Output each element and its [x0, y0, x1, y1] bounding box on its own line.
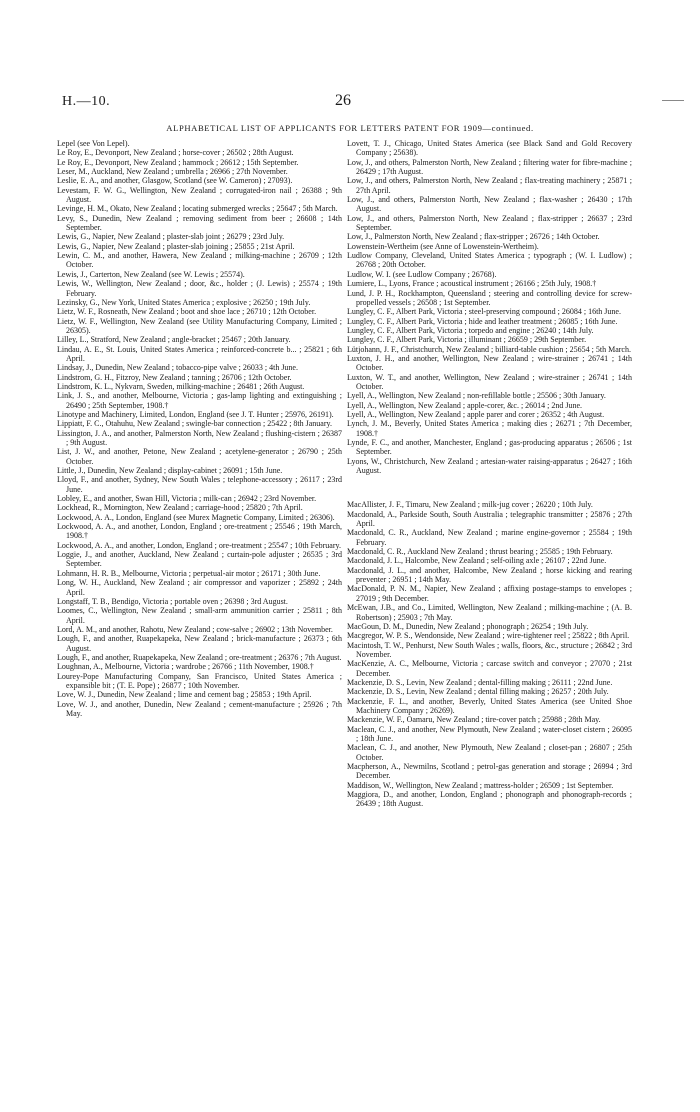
applicant-entry: Little, J., Dunedin, New Zealand ; display-cabinet ; 26091 ; 15th June.	[57, 466, 283, 476]
applicant-entry: Lockhead, R., Mornington, New Zealand ; carriage-hood ; 25820 ; 7th April.	[57, 503, 303, 513]
applicant-entry: Lynde, F. C., and another, Manchester, England ; gas-producing apparatus ; 26506 ; 1st September.	[347, 438, 632, 457]
applicant-entry: Levinge, H. M., Okato, New Zealand ; locating submerged wrecks ; 25647 ; 5th March.	[57, 204, 338, 214]
applicant-entry: Lovett, T. J., Chicago, United States America (see Black Sand and Gold Recovery Company ; 25638).	[347, 139, 632, 158]
applicant-entry: Lindstrom, G. H., Fitzroy, New Zealand ; tanning ; 26706 ; 12th October.	[57, 372, 292, 382]
page-ref: H.—10.	[62, 94, 111, 109]
applicant-entry: Lietz, W. F., Rosneath, New Zealand ; boot and shoe lace ; 26710 ; 12th October.	[57, 307, 317, 317]
applicant-entry: Lobley, E., and another, Swan Hill, Victoria ; milk-can ; 26942 ; 23rd November.	[57, 494, 317, 504]
applicant-entry: Mackenzie, D. S., Levin, New Zealand ; dental-filling making ; 26111 ; 22nd June.	[347, 677, 613, 687]
applicant-entry: Lepel (see Von Lepel).	[57, 139, 130, 148]
applicant-entry: MacGoun, D. M., Dunedin, New Zealand ; phonograph ; 26254 ; 19th July.	[347, 621, 589, 631]
applicant-entry: Le Roy, E., Devonport, New Zealand ; hammock ; 26612 ; 15th September.	[57, 157, 299, 167]
applicant-entry: Lyell, A., Wellington, New Zealand ; apple-corer, &c. ; 26014 ; 2nd June.	[347, 400, 583, 410]
applicant-entry: Lungley, C. F., Albert Park, Victoria ; steel-preserving compound ; 26084 ; 16th June.	[347, 307, 621, 317]
applicant-entry: Low, J., and others, Palmerston North, New Zealand ; flax-washer ; 26430 ; 17th August.	[347, 195, 632, 214]
applicant-entry: Lourey-Pope Manufacturing Company, San Francisco, United States America ; expansible bit ; (T. E. Pope) ; 26877 ; 10th November.	[57, 671, 342, 690]
applicant-entry: Maclean, C. J., and another, New Plymouth, New Zealand ; water-closet cistern ; 26095 ; 18th June.	[347, 724, 632, 743]
applicant-entry: Lilley, L., Stratford, New Zealand ; angle-bracket ; 25467 ; 20th January.	[57, 335, 291, 345]
applicant-entry: Levy, S., Dunedin, New Zealand ; removing sediment from beer ; 26608 ; 14th September.	[57, 213, 342, 233]
applicant-entry: Low, J., and others, Palmerston North, New Zealand ; filtering water for fibre-machine ; 26429 ; 17th August.	[347, 157, 632, 177]
applicant-entry: Lockwood, A. A., and another, London, England ; ore-treatment ; 25547 ; 10th February.	[57, 540, 341, 550]
applicant-entry: Lyell, A., Wellington, New Zealand ; apple parer and corer ; 26352 ; 4th August.	[347, 409, 605, 419]
applicant-entry: Lewis, G., Napier, New Zealand ; plaster-slab joining ; 25855 ; 21st April.	[57, 241, 295, 251]
applicant-entry: Lietz, W. F., Wellington, New Zealand (see Utility Manufacturing Company, Limited ; 26305).	[57, 316, 342, 335]
applicant-entry: Maclean, C. J., and another, New Plymouth, New Zealand ; closet-pan ; 26807 ; 25th October.	[347, 743, 632, 762]
applicant-entry: Link, J. S., and another, Melbourne, Victoria ; gas-lamp lighting and extinguishing ; 26490 ; 25th September, 1908.†	[57, 391, 342, 410]
page-heading: ALPHABETICAL LIST OF APPLICANTS FOR LETTERS PATENT FOR 1909—continued.	[166, 123, 534, 133]
applicant-entry: Macgregor, W. P. S., Wendonside, New Zealand ; wire-tightener reel ; 25822 ; 8th April.	[347, 631, 630, 641]
applicant-entry: Luxton, W. T., and another, Wellington, New Zealand ; wire-strainer ; 26741 ; 14th October.	[347, 372, 632, 391]
applicant-entry: Leser, M., Auckland, New Zealand ; umbrella ; 26966 ; 27th November.	[57, 167, 288, 177]
applicant-entry: Love, W. J., and another, Dunedin, New Zealand ; cement-manufacture ; 25926 ; 7th May.	[57, 699, 342, 718]
applicant-entry: Low, J., Palmerston North, New Zealand ; flax-stripper ; 26726 ; 14th October.	[347, 232, 600, 242]
applicant-entry: Low, J., and others, Palmerston North, New Zealand ; flax-treating machinery ; 25871 ; 27th April.	[347, 176, 632, 195]
left-column	[57, 139, 342, 718]
applicant-entry: Lungley, C. F., Albert Park, Victoria ; illuminant ; 26659 ; 29th September.	[347, 335, 587, 345]
applicant-entry: Loughnan, A., Melbourne, Victoria ; wardrobe ; 26766 ; 11th November, 1908.†	[57, 662, 314, 672]
applicant-entry: Love, W. J., Dunedin, New Zealand ; lime and cement bag ; 25853 ; 19th April.	[57, 690, 312, 700]
applicant-entry: Longstaff, T. B., Bendigo, Victoria ; portable oven ; 26398 ; 3rd August.	[57, 596, 288, 606]
applicant-entry: Macdonald, J. L., and another, Halcombe, New Zealand ; horse kicking and rearing preventer ; 26951 ; 14th May.	[347, 565, 632, 585]
applicant-entry: Lindsay, J., Dunedin, New Zealand ; tobacco-pipe valve ; 26033 ; 4th June.	[57, 363, 298, 373]
applicant-entry: Leslie, E. A., and another, Glasgow, Scotland (see W. Cameron) ; 27093).	[57, 176, 293, 186]
applicant-entry: List, J. W., and another, Petone, New Zealand ; acetylene-generator ; 26790 ; 25th October.	[57, 447, 342, 466]
applicant-entry: Lippiatt, F. C., Otahuhu, New Zealand ; swingle-bar connection ; 25422 ; 8th January.	[57, 419, 333, 429]
applicant-entry: Lewis, J., Carterton, New Zealand (see W. Lewis ; 25574).	[57, 269, 245, 279]
applicant-entry: Macintosh, T. W., Penhurst, New South Wales ; walls, floors, &c., structure ; 26842 ; 3rd November.	[347, 640, 632, 659]
applicant-entry: Mackenzie, W. F., Oamaru, New Zealand ; tire-cover patch ; 25988 ; 28th May.	[347, 715, 601, 725]
applicant-entry: Lloyd, F., and another, Sydney, New South Wales ; telephone-accessory ; 26117 ; 23rd June.	[57, 475, 342, 494]
applicant-entry: Lohmann, H. R. B., Melbourne, Victoria ; perpetual-air motor ; 26171 ; 30th June.	[57, 568, 321, 578]
applicant-entry: Maggiora, D., and another, London, England ; phonograph and phonograph-records ; 26439 ; 18th August.	[347, 790, 632, 809]
applicant-entry: Macdonald, C. R., Auckland, New Zealand ; marine engine-governor ; 25584 ; 19th February.	[347, 528, 632, 547]
applicant-entry: Lumiere, L., Lyons, France ; acoustical instrument ; 26166 ; 25th July, 1908.†	[347, 279, 597, 289]
applicant-entry: Lewin, C. M., and another, Hawera, New Zealand ; milking-machine ; 26709 ; 12th October.	[57, 251, 342, 270]
applicant-entry: Lowenstein-Wertheim (see Anne of Lowenstein-Wertheim).	[347, 241, 539, 251]
applicant-entry: Lütjohann, J. F., Christchurch, New Zealand ; billiard-table cushion ; 25654 ; 5th March.	[347, 344, 631, 354]
page-number: 26	[335, 92, 351, 109]
applicant-entry: MacDonald, P. N. M., Napier, New Zealand ; affixing postage-stamps to envelopes ; 27019 ; 9th December.	[347, 584, 632, 603]
applicant-entry: Lockwood, A. A., London, England (see Murex Magnetic Company, Limited ; 26306).	[57, 512, 335, 522]
applicant-entry: Mackenzie, F. L., and another, Beverly, United States America (see United Shoe Machinery Company ; 26269).	[347, 696, 632, 715]
applicant-entry: Lough, F., and another, Ruapekapeka, New Zealand ; ore-treatment ; 26376 ; 7th August.	[57, 652, 342, 662]
applicant-entry: Ludlow Company, Cleveland, United States America ; typograph ; (W. I. Ludlow) ; 26768 ; 20th October.	[347, 251, 632, 270]
applicant-entry: Levestam, F. W. G., Wellington, New Zealand ; corrugated-iron nail ; 26388 ; 9th August.	[57, 185, 342, 205]
applicant-entry: MacAllister, J. F., Timaru, New Zealand ; milk-jug cover ; 26220 ; 10th July.	[347, 500, 593, 510]
applicant-entry: Lockwood, A. A., and another, London, England ; ore-treatment ; 25546 ; 19th March, 1908.†	[57, 522, 342, 541]
applicant-entry: Macpherson, A., Newmilns, Scotland ; petrol-gas generation and storage ; 26994 ; 3rd December.	[347, 762, 632, 781]
applicant-entry: Loomes, C., Wellington, New Zealand ; small-arm ammunition carrier ; 25811 ; 8th April.	[57, 606, 342, 625]
applicant-entry: Lezinsky, G., New York, United States America ; explosive ; 26250 ; 19th July.	[57, 297, 311, 307]
applicant-entry: Mackenzie, D. S., Levin, New Zealand ; dental filling making ; 26257 ; 20th July.	[347, 687, 609, 697]
applicant-entry: Lewis, W., Wellington, New Zealand ; door, &c., holder ; (J. Lewis) ; 25574 ; 19th February.	[57, 279, 342, 298]
applicant-entry: Lynch, J. M., Beverly, United States America ; making dies ; 26271 ; 7th December, 1908.†	[347, 419, 632, 438]
applicant-entry: Lord, A. M., and another, Rahotu, New Zealand ; cow-salve ; 26902 ; 13th November.	[57, 624, 333, 634]
applicant-entry: Macdonald, A., Parkside South, South Australia ; telegraphic transmitter ; 25876 ; 27th April.	[347, 509, 632, 529]
applicant-entry: Loggie, J., and another, Auckland, New Zealand ; curtain-pole adjuster ; 26535 ; 3rd September.	[57, 550, 342, 569]
applicant-entry: Linotype and Machinery, Limited, London, England (see J. T. Hunter ; 25976, 26191).	[57, 409, 334, 419]
applicant-entry: Lungley, C. F., Albert Park, Victoria ; hide and leather treatment ; 26085 ; 16th June.	[347, 316, 618, 326]
applicant-entry: Lissington, J. A., and another, Palmerston North, New Zealand ; flushing-cistern ; 26387 ; 9th August.	[57, 428, 342, 447]
applicant-entry: Lund, J. P. H., Rockhampton, Queensland ; steering and controlling device for screw-propelled vessels ; 26508 ; 1st September.	[347, 288, 632, 307]
right-column	[347, 139, 632, 809]
applicant-entry: Lough, F., and another, Ruapekapeka, New Zealand ; brick-manufacture ; 26373 ; 6th August.	[57, 634, 342, 653]
applicant-entry: Ludlow, W. I. (see Ludlow Company ; 26768).	[347, 269, 497, 279]
applicant-entry: Lungley, C. F., Albert Park, Victoria ; torpedo and engine ; 26240 ; 14th July.	[347, 325, 594, 335]
applicant-entry: Lindau, A. E., St. Louis, United States America ; reinforced-concrete b... ; 25821 ; 6th April.	[57, 344, 342, 363]
applicant-entry: Luxton, J. H., and another, Wellington, New Zealand ; wire-strainer ; 26741 ; 14th October.	[347, 353, 632, 373]
applicant-entry: Macdonald, J. L., Halcombe, New Zealand ; self-oiling axle ; 26107 ; 22nd June.	[347, 556, 607, 566]
applicant-entry: Lindstrom, K. L., Nykvarn, Sweden, milking-machine ; 26481 ; 26th August.	[57, 381, 305, 391]
applicant-entry: McEwan, J.B., and Co., Limited, Wellington, New Zealand ; milking-machine ; (A. B. Robertson) ; 25903 ; 7th May.	[347, 603, 632, 622]
applicant-entry: Long, W. H., Auckland, New Zealand ; air compressor and vaporizer ; 25892 ; 24th April.	[57, 578, 342, 597]
applicant-entry: Low, J., and others, Palmerston North, New Zealand ; flax-stripper ; 26637 ; 23rd September.	[347, 213, 632, 233]
applicant-entry: Lewis, G., Napier, New Zealand ; plaster-slab joint ; 26279 ; 23rd July.	[57, 232, 285, 242]
applicant-entry: Lyell, A., Wellington, New Zealand ; non-refillable bottle ; 25506 ; 30th January.	[347, 391, 606, 401]
margin-mark	[662, 100, 684, 101]
applicant-entry: Lyons, W., Christchurch, New Zealand ; artesian-water raising-apparatus ; 26427 ; 16th August.	[347, 456, 632, 476]
applicant-entry: Maddison, W., Wellington, New Zealand ; mattress-holder ; 26509 ; 1st September.	[347, 780, 614, 790]
applicant-entry: Macdonald, C. R., Auckland New Zealand ; thrust bearing ; 25585 ; 19th February.	[347, 547, 613, 557]
applicant-entry: Le Roy, E., Devonport, New Zealand ; horse-cover ; 26502 ; 28th August.	[57, 148, 294, 158]
section-gap	[347, 483, 632, 492]
applicant-entry: MacKenzie, A. C., Melbourne, Victoria ; carcase switch and conveyor ; 27070 ; 21st December.	[347, 659, 632, 678]
